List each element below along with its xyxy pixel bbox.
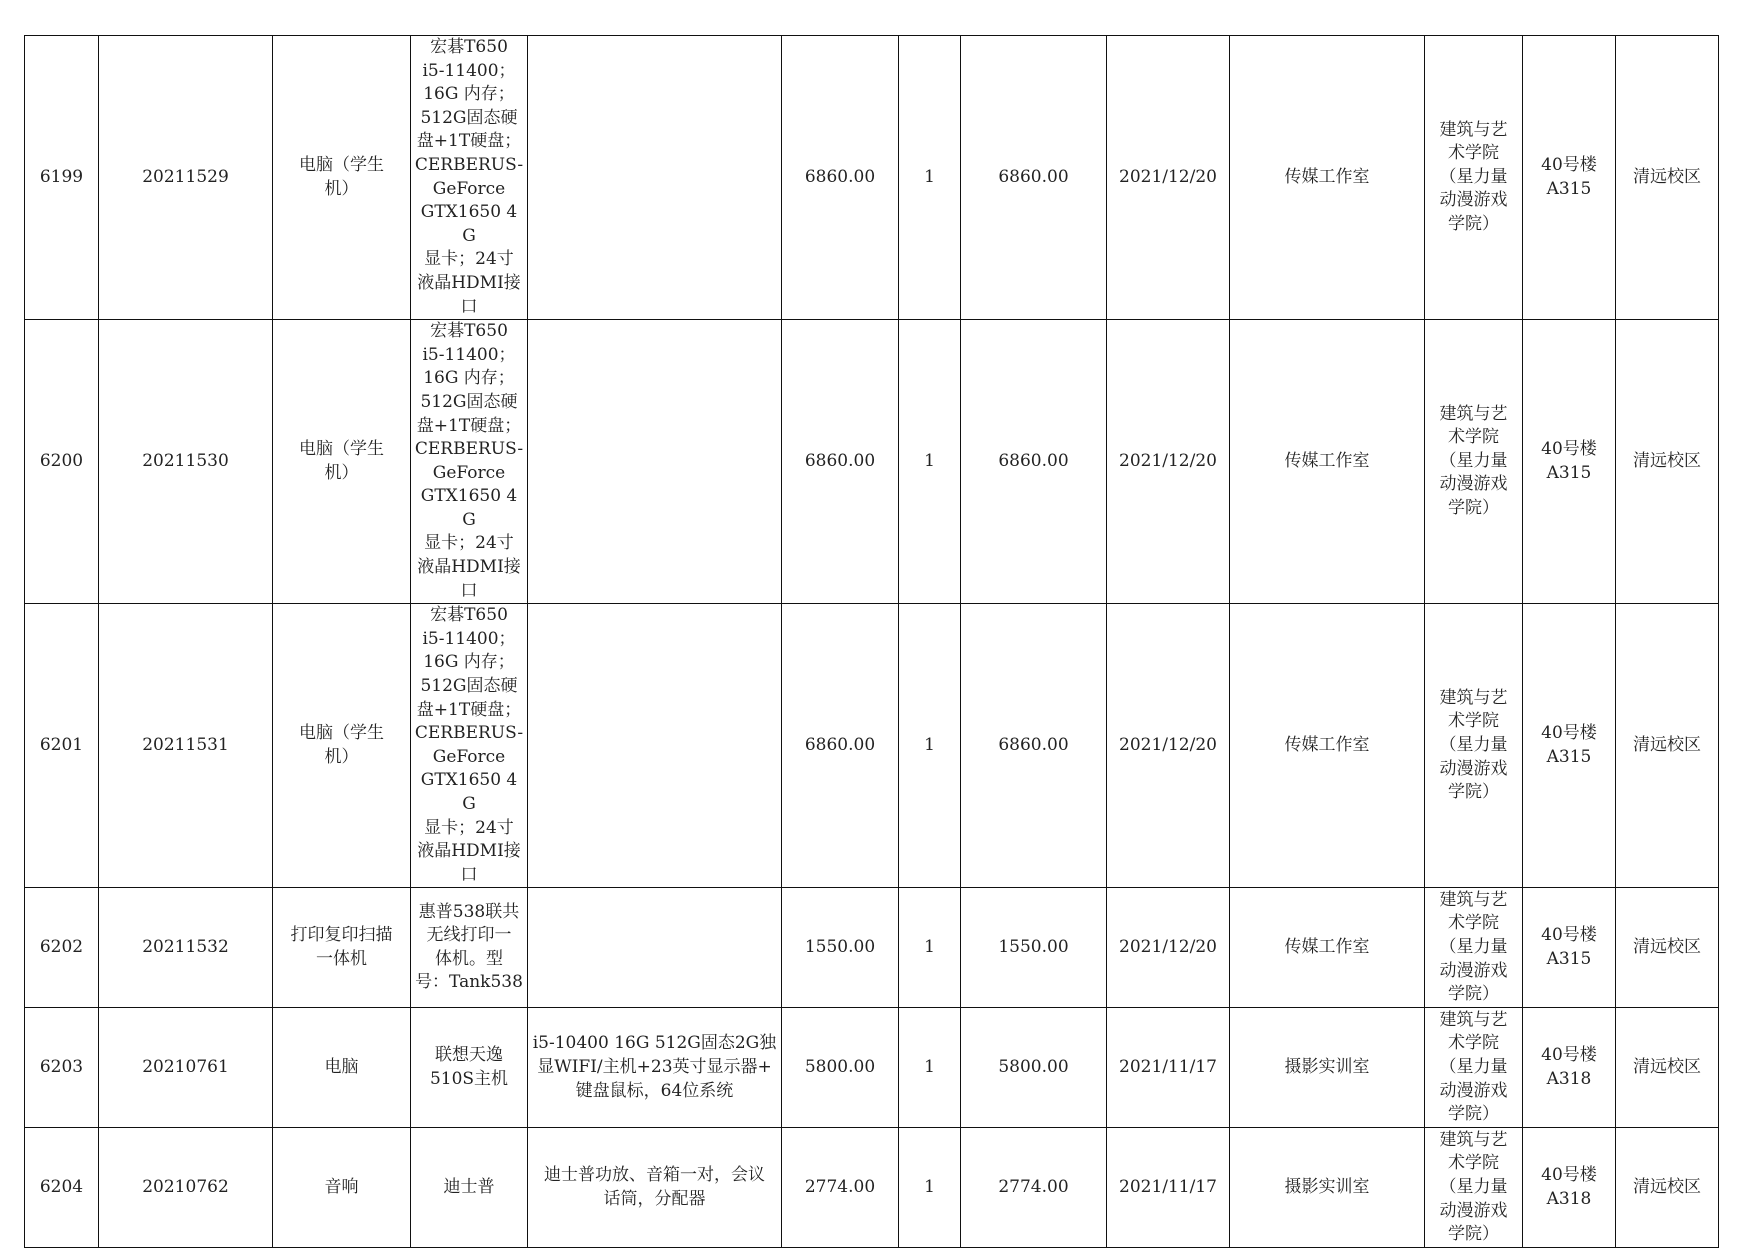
- amount-cell: 6860.00: [961, 36, 1107, 320]
- location-cell: 摄影实训室: [1230, 1128, 1425, 1248]
- model-cell: 迪士普: [411, 1128, 528, 1248]
- price-cell: 1550.00: [782, 888, 899, 1008]
- name-cell: 电脑: [273, 1008, 411, 1128]
- seq-cell: 6200: [25, 320, 99, 604]
- dept-cell: 建筑与艺 术学院 （星力量 动漫游戏 学院）: [1425, 36, 1523, 320]
- building-cell: 40号楼 A318: [1523, 1008, 1616, 1128]
- campus-cell: 清远校区: [1616, 320, 1719, 604]
- qty-cell: 1: [899, 1008, 961, 1128]
- date-cell: 2021/11/17: [1107, 1008, 1230, 1128]
- campus-cell: 清远校区: [1616, 888, 1719, 1008]
- dept-cell: 建筑与艺 术学院 （星力量 动漫游戏 学院）: [1425, 320, 1523, 604]
- model-cell: 宏碁T650 i5-11400； 16G 内存； 512G固态硬 盘+1T硬盘； CERBERUS- GeForce GTX1650 4G 显卡；24寸 液晶HDMI接 口: [411, 36, 528, 320]
- asset-table: [24, 35, 1719, 1248]
- model-cell: 联想天逸 510S主机: [411, 1008, 528, 1128]
- qty-cell: 1: [899, 36, 961, 320]
- campus-cell: 清远校区: [1616, 604, 1719, 888]
- price-cell: 5800.00: [782, 1008, 899, 1128]
- price-cell: 2774.00: [782, 1128, 899, 1248]
- model-cell: 宏碁T650 i5-11400； 16G 内存； 512G固态硬 盘+1T硬盘； CERBERUS- GeForce GTX1650 4G 显卡；24寸 液晶HDMI接 口: [411, 604, 528, 888]
- date-cell: 2021/12/20: [1107, 320, 1230, 604]
- spec-cell: [528, 320, 782, 604]
- asset-no-cell: 20211530: [99, 320, 273, 604]
- model-cell: 宏碁T650 i5-11400； 16G 内存； 512G固态硬 盘+1T硬盘； CERBERUS- GeForce GTX1650 4G 显卡；24寸 液晶HDMI接 口: [411, 320, 528, 604]
- asset-no-cell: 20211529: [99, 36, 273, 320]
- building-cell: 40号楼 A315: [1523, 888, 1616, 1008]
- building-cell: 40号楼 A315: [1523, 604, 1616, 888]
- date-cell: 2021/11/17: [1107, 1128, 1230, 1248]
- table-row: [25, 604, 1719, 888]
- asset-no-cell: 20211531: [99, 604, 273, 888]
- date-cell: 2021/12/20: [1107, 36, 1230, 320]
- table-row: [25, 320, 1719, 604]
- campus-cell: 清远校区: [1616, 36, 1719, 320]
- table-row: [25, 1008, 1719, 1128]
- price-cell: 6860.00: [782, 604, 899, 888]
- price-cell: 6860.00: [782, 36, 899, 320]
- qty-cell: 1: [899, 604, 961, 888]
- campus-cell: 清远校区: [1616, 1008, 1719, 1128]
- name-cell: 电脑（学生 机）: [273, 36, 411, 320]
- name-cell: 电脑（学生 机）: [273, 320, 411, 604]
- location-cell: 传媒工作室: [1230, 36, 1425, 320]
- asset-no-cell: 20210761: [99, 1008, 273, 1128]
- asset-no-cell: 20210762: [99, 1128, 273, 1248]
- name-cell: 电脑（学生 机）: [273, 604, 411, 888]
- spec-cell: [528, 36, 782, 320]
- location-cell: 传媒工作室: [1230, 320, 1425, 604]
- asset-no-cell: 20211532: [99, 888, 273, 1008]
- dept-cell: 建筑与艺 术学院 （星力量 动漫游戏 学院）: [1425, 1008, 1523, 1128]
- dept-cell: 建筑与艺 术学院 （星力量 动漫游戏 学院）: [1425, 1128, 1523, 1248]
- qty-cell: 1: [899, 1128, 961, 1248]
- seq-cell: 6201: [25, 604, 99, 888]
- location-cell: 传媒工作室: [1230, 888, 1425, 1008]
- location-cell: 摄影实训室: [1230, 1008, 1425, 1128]
- spec-cell: [528, 604, 782, 888]
- spec-cell: i5-10400 16G 512G固态2G独 显WIFI/主机+23英寸显示器+ 键盘鼠标，64位系统: [528, 1008, 782, 1128]
- spec-cell: 迪士普功放、音箱一对，会议 话筒，分配器: [528, 1128, 782, 1248]
- amount-cell: 6860.00: [961, 604, 1107, 888]
- date-cell: 2021/12/20: [1107, 604, 1230, 888]
- name-cell: 打印复印扫描 一体机: [273, 888, 411, 1008]
- table-row: [25, 1128, 1719, 1248]
- seq-cell: 6203: [25, 1008, 99, 1128]
- amount-cell: 2774.00: [961, 1128, 1107, 1248]
- price-cell: 6860.00: [782, 320, 899, 604]
- building-cell: 40号楼 A315: [1523, 320, 1616, 604]
- dept-cell: 建筑与艺 术学院 （星力量 动漫游戏 学院）: [1425, 888, 1523, 1008]
- amount-cell: 6860.00: [961, 320, 1107, 604]
- name-cell: 音响: [273, 1128, 411, 1248]
- amount-cell: 5800.00: [961, 1008, 1107, 1128]
- table-row: [25, 36, 1719, 320]
- seq-cell: 6199: [25, 36, 99, 320]
- qty-cell: 1: [899, 320, 961, 604]
- table-row: [25, 888, 1719, 1008]
- date-cell: 2021/12/20: [1107, 888, 1230, 1008]
- campus-cell: 清远校区: [1616, 1128, 1719, 1248]
- amount-cell: 1550.00: [961, 888, 1107, 1008]
- qty-cell: 1: [899, 888, 961, 1008]
- model-cell: 惠普538联共 无线打印一 体机。型 号：Tank538: [411, 888, 528, 1008]
- location-cell: 传媒工作室: [1230, 604, 1425, 888]
- spec-cell: [528, 888, 782, 1008]
- building-cell: 40号楼 A318: [1523, 1128, 1616, 1248]
- seq-cell: 6202: [25, 888, 99, 1008]
- seq-cell: 6204: [25, 1128, 99, 1248]
- building-cell: 40号楼 A315: [1523, 36, 1616, 320]
- dept-cell: 建筑与艺 术学院 （星力量 动漫游戏 学院）: [1425, 604, 1523, 888]
